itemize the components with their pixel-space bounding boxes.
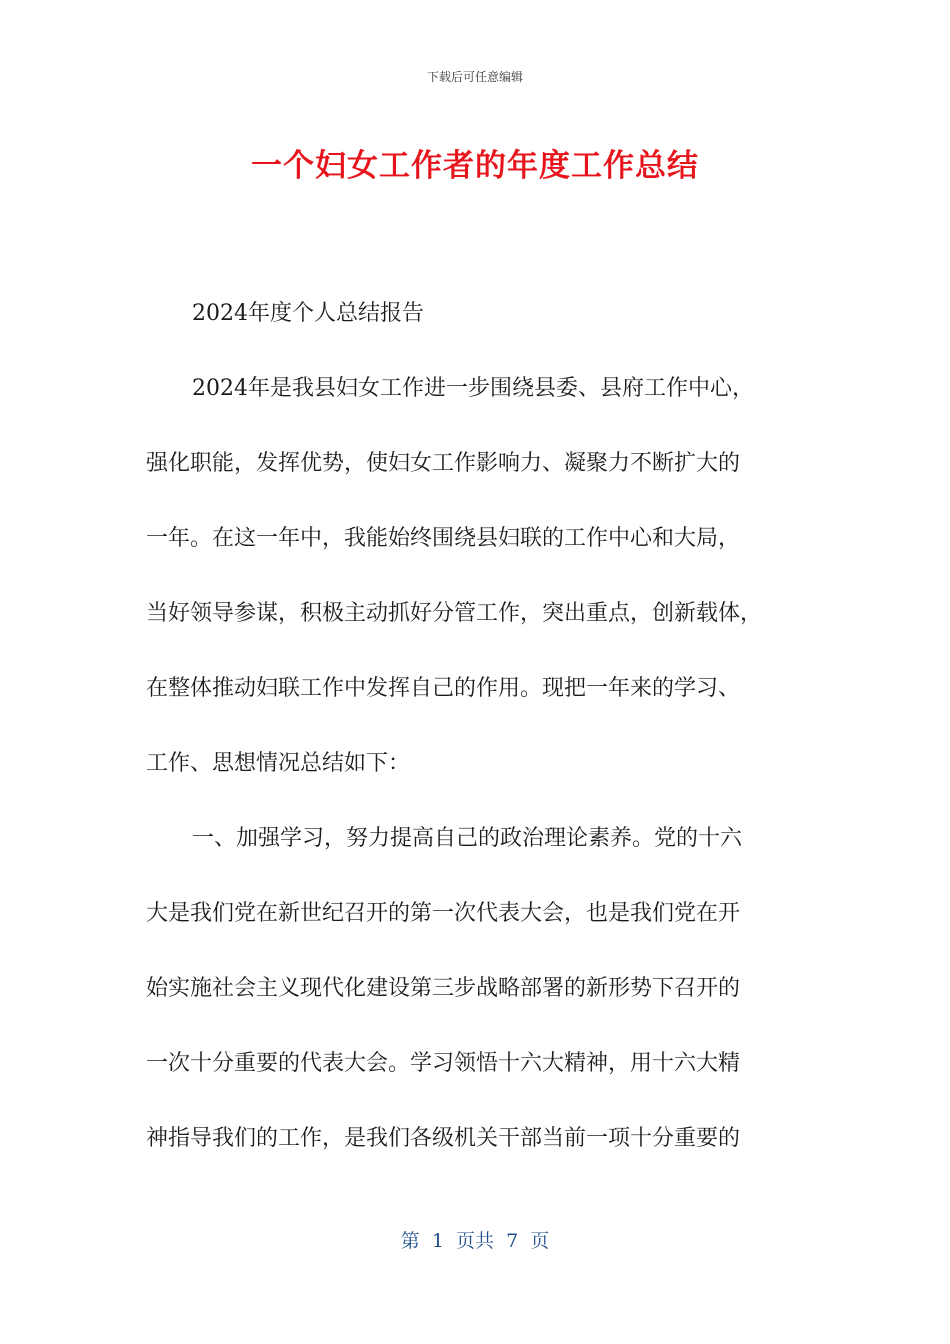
body-line: 工作、思想情况总结如下：: [146, 751, 411, 776]
header-note: 下载后可任意编辑: [426, 70, 523, 84]
body-line: 在整体推动妇联工作中发挥自己的作用。现把一年来的学习、: [146, 676, 741, 701]
page-number-footer: 第 1 页共 7 页: [400, 1230, 550, 1252]
body-line: 强化职能，发挥优势，使妇女工作影响力、凝聚力不断扩大的: [146, 451, 741, 476]
body-line: 神指导我们的工作，是我们各级机关干部当前一项十分重要的: [146, 1126, 741, 1151]
body-line: 一、加强学习，努力提高自己的政治理论素养。党的十六: [192, 826, 743, 851]
body-line: 始实施社会主义现代化建设第三步战略部署的新形势下召开的: [146, 976, 741, 1001]
body-line: 大是我们党在新世纪召开的第一次代表大会，也是我们党在开: [146, 901, 741, 926]
body-line: 一次十分重要的代表大会。学习领悟十六大精神，用十六大精: [146, 1051, 741, 1076]
document-body: [146, 276, 806, 1176]
document-title: 一个妇女工作者的年度工作总结: [251, 148, 699, 184]
body-line: 一年。在这一年中，我能始终围绕县妇联的工作中心和大局，: [146, 526, 741, 551]
body-line: 2024年是我县妇女工作进一步围绕县委、县府工作中心，: [192, 376, 754, 401]
body-line: 当好领导参谋，积极主动抓好分管工作，突出重点，创新载体，: [146, 601, 763, 626]
body-line: 2024年度个人总结报告: [192, 301, 424, 326]
